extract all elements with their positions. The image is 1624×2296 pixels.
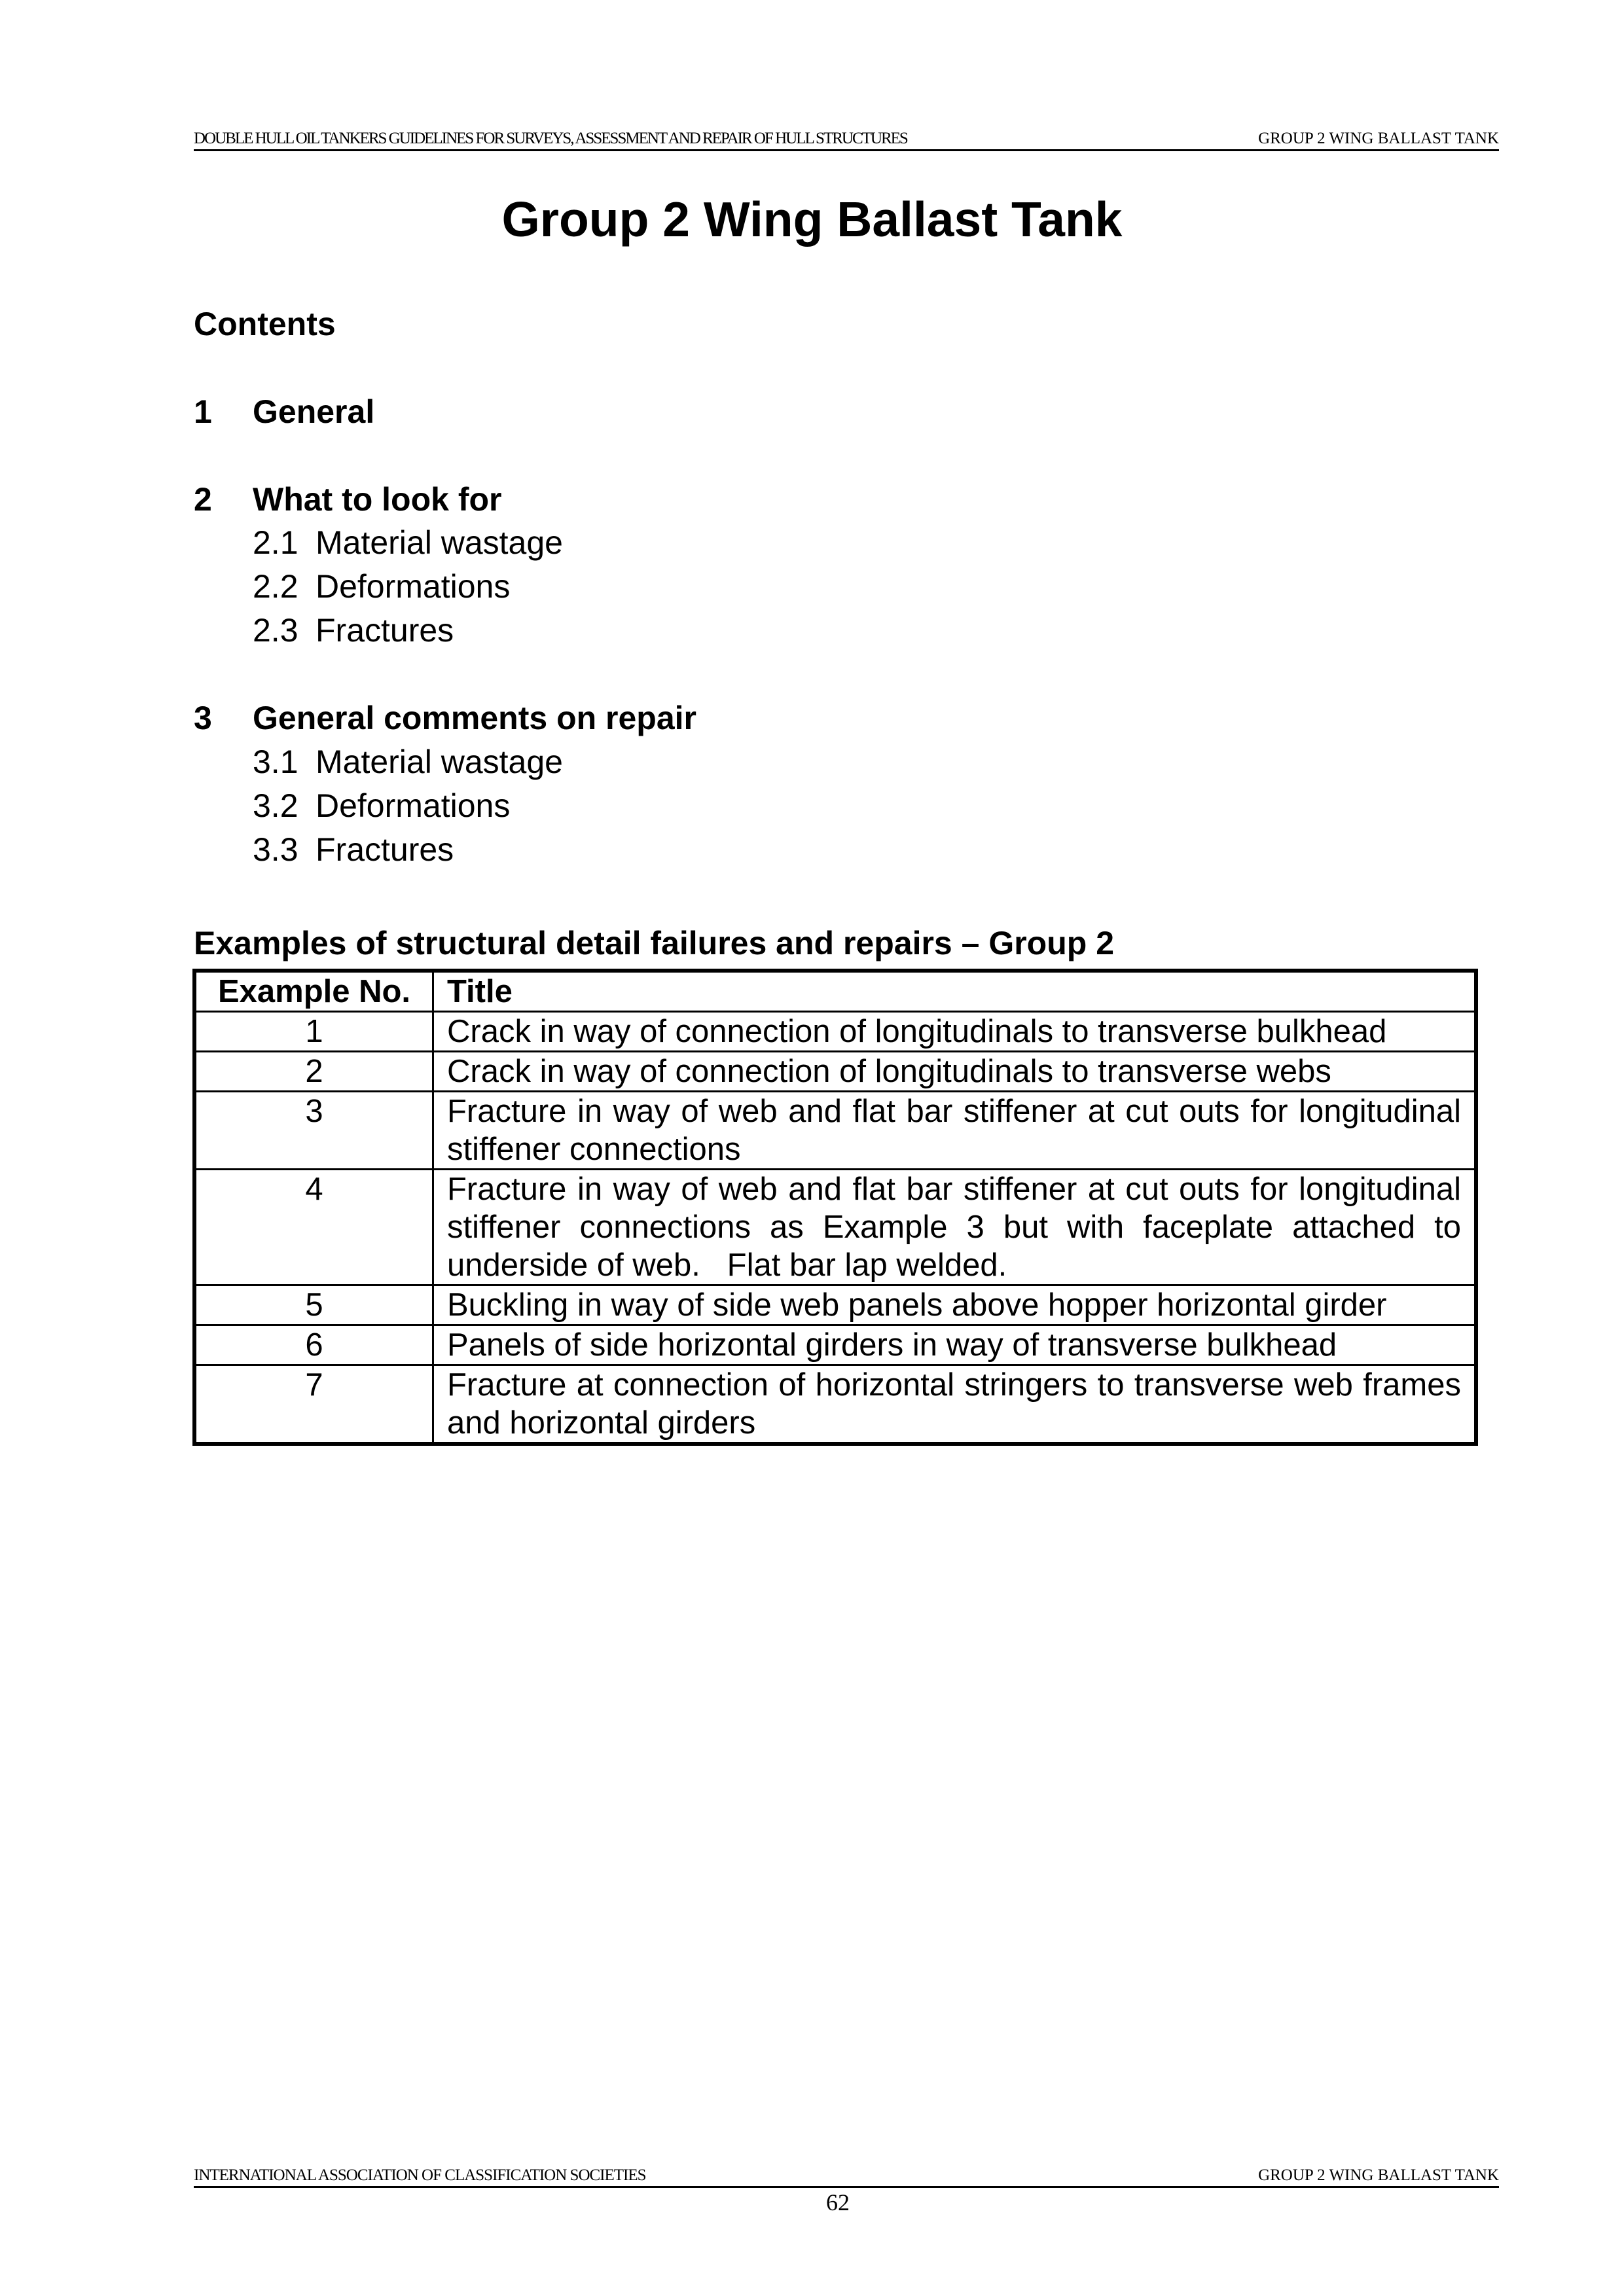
table-row xyxy=(194,1012,1476,1052)
examples-table-caption: Examples of structural detail failures and repairs – Group 2 xyxy=(194,925,1115,961)
example-number: 3 xyxy=(194,1092,433,1170)
page-number: 62 xyxy=(826,2189,850,2215)
toc-subsection xyxy=(253,567,510,605)
column-header-title: Title xyxy=(433,971,1477,1012)
example-title: Fracture in way of web and flat bar stiffener at cut outs for longitudinal stiffener connections xyxy=(433,1092,1477,1170)
toc-section-title: General comments on repair xyxy=(253,700,697,736)
toc-subsection-title: Material wastage xyxy=(316,744,563,780)
example-title: Panels of side horizontal girders in way of transverse bulkhead xyxy=(433,1325,1477,1365)
toc-subsection-number: 2.1 xyxy=(253,524,298,561)
header-document-title: DOUBLE HULL OIL TANKERS GUIDELINES FOR SURVEYS, ASSESSMENT AND REPAIR OF HULL STRUCTURES xyxy=(194,130,907,147)
example-number: 2 xyxy=(194,1052,433,1092)
example-title: Crack in way of connection of longitudinals to transverse bulkhead xyxy=(433,1012,1477,1052)
table-row xyxy=(194,1325,1476,1365)
toc-section-title: What to look for xyxy=(253,481,502,518)
footer-section-title: GROUP 2 WING BALLAST TANK xyxy=(1258,2166,1499,2184)
toc-subsection-title: Fractures xyxy=(316,612,454,649)
page-title: Group 2 Wing Ballast Tank xyxy=(501,192,1123,247)
toc-subsection-number: 3.1 xyxy=(253,744,298,780)
toc-subsection-title: Fractures xyxy=(316,831,454,868)
toc-subsection xyxy=(253,831,454,869)
table-row xyxy=(194,1365,1476,1444)
toc-section-title: General xyxy=(253,393,375,430)
toc-subsection xyxy=(253,611,454,649)
table-row xyxy=(194,1092,1476,1170)
toc-subsection-number: 3.2 xyxy=(253,787,298,824)
table-row xyxy=(194,1170,1476,1285)
table-header-row xyxy=(194,971,1476,1012)
footer-organization: INTERNATIONAL ASSOCIATION OF CLASSIFICATION SOCIETIES xyxy=(194,2166,646,2184)
running-header xyxy=(194,127,1499,151)
example-number: 5 xyxy=(194,1285,433,1325)
toc-section-number: 2 xyxy=(194,481,212,518)
toc-subsection-number: 2.2 xyxy=(253,568,298,605)
toc-subsection-title: Deformations xyxy=(316,787,511,824)
toc-subsection xyxy=(253,524,563,562)
example-number: 6 xyxy=(194,1325,433,1365)
contents-heading: Contents xyxy=(194,306,336,342)
toc-subsection-title: Material wastage xyxy=(316,524,563,561)
toc-subsection-number: 3.3 xyxy=(253,831,298,868)
toc-subsection xyxy=(253,743,563,781)
toc-section-number: 1 xyxy=(194,393,212,430)
example-number: 1 xyxy=(194,1012,433,1052)
example-title: Fracture in way of web and flat bar stiffener at cut outs for longitudinal stiffener connections as Example 3 but with faceplate attached to underside of web. Flat bar lap welded. xyxy=(433,1170,1477,1285)
table-row xyxy=(194,1285,1476,1325)
example-number: 7 xyxy=(194,1365,433,1444)
example-title: Crack in way of connection of longitudinals to transverse webs xyxy=(433,1052,1477,1092)
column-header-example-no: Example No. xyxy=(194,971,433,1012)
table-row xyxy=(194,1052,1476,1092)
header-section-title: GROUP 2 WING BALLAST TANK xyxy=(1258,130,1499,147)
toc-subsection xyxy=(253,787,510,825)
running-footer xyxy=(194,2164,1499,2188)
toc-subsection-title: Deformations xyxy=(316,568,511,605)
toc-section-number: 3 xyxy=(194,700,212,736)
example-title: Fracture at connection of horizontal stringers to transverse web frames and horizontal girders xyxy=(433,1365,1477,1444)
example-number: 4 xyxy=(194,1170,433,1285)
examples-table xyxy=(192,969,1478,1446)
toc-subsection-number: 2.3 xyxy=(253,612,298,649)
example-title: Buckling in way of side web panels above hopper horizontal girder xyxy=(433,1285,1477,1325)
